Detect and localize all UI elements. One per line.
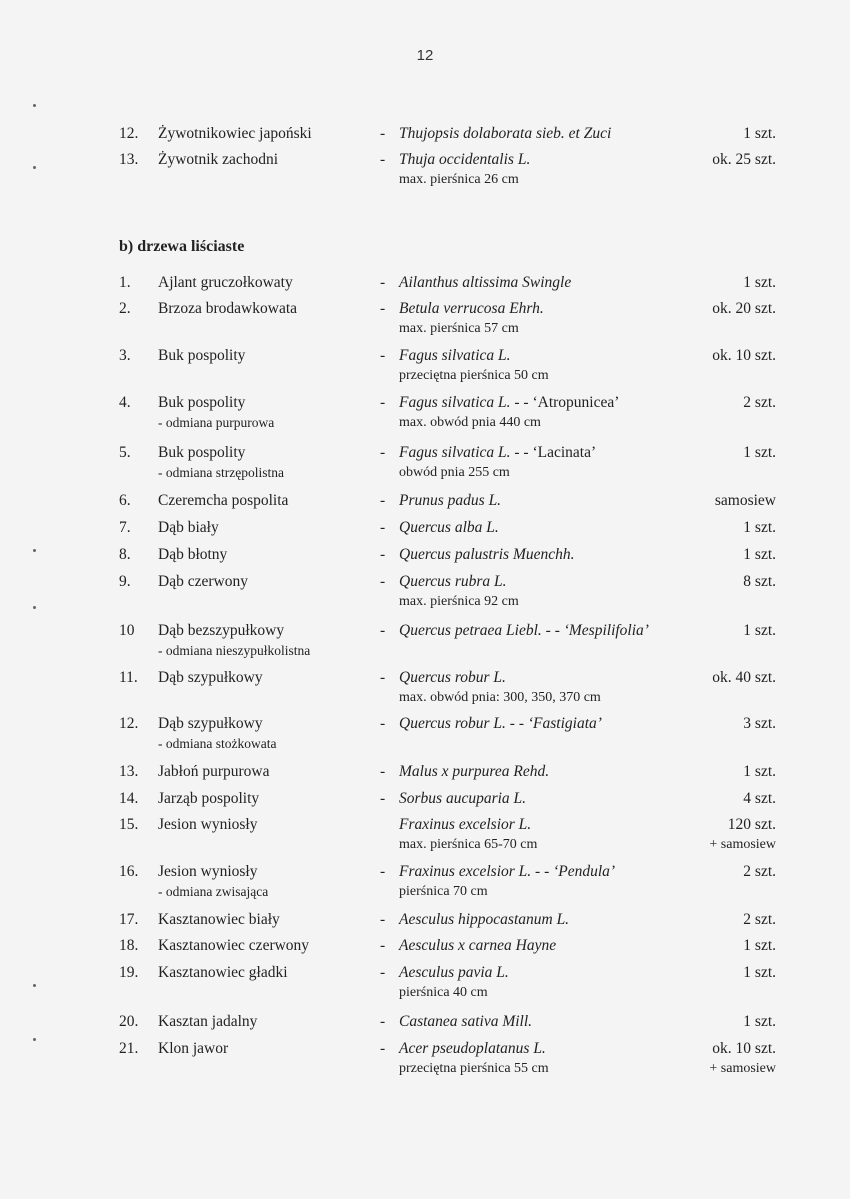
count-extra: + samosiew xyxy=(709,837,776,852)
latin-name-cell xyxy=(399,762,719,782)
latin-line xyxy=(399,572,719,592)
measurement-note: max. pierśnica 57 cm xyxy=(399,321,519,336)
polish-name: Buk pospolity xyxy=(158,394,246,411)
polish-name-cell xyxy=(158,1012,373,1032)
latin-line xyxy=(399,491,719,511)
count-cell xyxy=(743,273,776,293)
measurement-note: obwód pnia 255 cm xyxy=(399,465,510,480)
count-cell xyxy=(743,124,776,144)
latin-name: Thujopsis dolaborata sieb. et Zuci xyxy=(399,125,612,142)
scan-speck xyxy=(33,1038,36,1041)
latin-line xyxy=(399,762,719,782)
count-cell xyxy=(709,815,776,855)
cultivar-name: ‘Atropunicea’ xyxy=(528,394,620,411)
measurement-note: max. obwód pnia 440 cm xyxy=(399,415,541,430)
polish-name-cell xyxy=(158,273,373,293)
latin-name-cell xyxy=(399,815,719,855)
latin-line xyxy=(399,862,719,882)
separator-dash: - xyxy=(380,937,386,954)
polish-name-cell xyxy=(158,150,373,170)
separator-dash: - xyxy=(380,546,386,563)
polish-name: Buk pospolity xyxy=(158,347,246,364)
measurement-note: przeciętna pierśnica 55 cm xyxy=(399,1061,549,1076)
count-cell xyxy=(743,762,776,782)
count-cell xyxy=(743,443,776,463)
latin-name-cell xyxy=(399,621,719,641)
count-cell xyxy=(715,491,776,511)
separator-dash: - xyxy=(380,151,386,168)
row-number: 14. xyxy=(119,790,139,807)
polish-name-cell xyxy=(158,491,373,511)
measurement-note: max. pierśnica 92 cm xyxy=(399,594,519,609)
count-cell xyxy=(712,346,776,366)
count-cell xyxy=(743,714,776,734)
count-cell xyxy=(743,789,776,809)
polish-name-cell xyxy=(158,545,373,565)
latin-line xyxy=(399,545,719,565)
count: ok. 10 szt. xyxy=(712,347,776,364)
separator-dash: - xyxy=(380,964,386,981)
polish-name-cell xyxy=(158,668,373,688)
count: 2 szt. xyxy=(743,394,776,411)
row-number: 3. xyxy=(119,347,131,364)
row-number: 2. xyxy=(119,300,131,317)
latin-name-cell xyxy=(399,518,719,538)
separator-dash: - xyxy=(380,300,386,317)
polish-name-cell xyxy=(158,299,373,319)
polish-name: Buk pospolity xyxy=(158,444,246,461)
latin-name: Quercus robur L. xyxy=(399,669,506,686)
latin-name: Fagus silvatica L. - - xyxy=(399,394,529,411)
count-cell xyxy=(712,668,776,688)
latin-name: Quercus petraea Liebl. - - ‘Mespilifolia’ xyxy=(399,622,649,639)
count-cell xyxy=(743,963,776,983)
count: 1 szt. xyxy=(743,546,776,563)
polish-name-cell xyxy=(158,762,373,782)
latin-name-cell xyxy=(399,910,719,930)
latin-name-cell xyxy=(399,862,719,902)
row-number: 17. xyxy=(119,911,139,928)
latin-line xyxy=(399,621,719,641)
polish-name-cell xyxy=(158,815,373,835)
row-number: 6. xyxy=(119,492,131,509)
scan-speck xyxy=(33,166,36,169)
polish-name-cell xyxy=(158,936,373,956)
count: 2 szt. xyxy=(743,863,776,880)
count-cell xyxy=(709,1039,776,1079)
count-cell xyxy=(743,518,776,538)
latin-line xyxy=(399,789,719,809)
row-number: 20. xyxy=(119,1013,139,1030)
latin-name: Prunus padus L. xyxy=(399,492,502,509)
row-number: 15. xyxy=(119,816,139,833)
polish-name: Dąb biały xyxy=(158,519,219,536)
measurement-note: max. obwód pnia: 300, 350, 370 cm xyxy=(399,690,601,705)
latin-name: Malus x purpurea Rehd. xyxy=(399,763,550,780)
count-cell xyxy=(743,1012,776,1032)
polish-name-cell xyxy=(158,518,373,538)
scan-speck xyxy=(33,549,36,552)
polish-name: Dąb bezszypułkowy xyxy=(158,622,285,639)
count: ok. 20 szt. xyxy=(712,300,776,317)
separator-dash: - xyxy=(380,715,386,732)
polish-name-cell xyxy=(158,963,373,983)
row-number: 18. xyxy=(119,937,139,954)
separator-dash: - xyxy=(380,125,386,142)
count-cell xyxy=(743,910,776,930)
count: 4 szt. xyxy=(743,790,776,807)
polish-name: Jesion wyniosły xyxy=(158,863,258,880)
polish-name: Klon jawor xyxy=(158,1040,229,1057)
variety-description: - odmiana zwisająca xyxy=(158,884,269,899)
measurement-note: przeciętna pierśnica 50 cm xyxy=(399,368,549,383)
latin-name: Ailanthus altissima Swingle xyxy=(399,274,572,291)
count: ok. 10 szt. xyxy=(712,1040,776,1057)
variety-description: - odmiana stożkowata xyxy=(158,736,277,751)
row-number: 16. xyxy=(119,863,139,880)
polish-name: Kasztan jadalny xyxy=(158,1013,258,1030)
latin-name-cell xyxy=(399,443,719,483)
latin-line xyxy=(399,346,719,366)
latin-name-cell xyxy=(399,1039,719,1079)
count-cell xyxy=(743,936,776,956)
polish-name: Dąb błotny xyxy=(158,546,228,563)
polish-name-cell xyxy=(158,862,373,902)
count: 1 szt. xyxy=(743,519,776,536)
row-number: 10 xyxy=(119,622,135,639)
variety-description: - odmiana strzępolistna xyxy=(158,465,284,480)
count: 1 szt. xyxy=(743,444,776,461)
polish-name-cell xyxy=(158,1039,373,1059)
count-cell xyxy=(712,299,776,319)
count: 1 szt. xyxy=(743,1013,776,1030)
row-number: 12. xyxy=(119,125,139,142)
polish-name-cell xyxy=(158,572,373,592)
polish-name: Jabłoń purpurowa xyxy=(158,763,270,780)
count: 3 szt. xyxy=(743,715,776,732)
variety-description: - odmiana purpurowa xyxy=(158,415,275,430)
polish-name-cell xyxy=(158,789,373,809)
latin-name: Fraxinus excelsior L. xyxy=(399,816,532,833)
latin-name-cell xyxy=(399,273,719,293)
row-number: 7. xyxy=(119,519,131,536)
latin-name-cell xyxy=(399,491,719,511)
latin-name-cell xyxy=(399,346,719,386)
latin-name: Betula verrucosa Ehrh. xyxy=(399,300,544,317)
separator-dash: - xyxy=(380,863,386,880)
separator-dash: - xyxy=(380,790,386,807)
latin-line xyxy=(399,273,719,293)
row-number: 1. xyxy=(119,274,131,291)
measurement-note: pierśnica 70 cm xyxy=(399,884,488,899)
latin-name: Fagus silvatica L. xyxy=(399,347,511,364)
separator-dash: - xyxy=(380,669,386,686)
latin-name: Acer pseudoplatanus L. xyxy=(399,1040,546,1057)
latin-name: Fagus silvatica L. - - xyxy=(399,444,529,461)
latin-name: Castanea sativa Mill. xyxy=(399,1013,533,1030)
count: samosiew xyxy=(714,492,776,509)
polish-name: Kasztanowiec czerwony xyxy=(158,937,310,954)
latin-line xyxy=(399,815,719,835)
latin-name-cell xyxy=(399,963,719,1003)
count: 120 szt. xyxy=(727,816,776,833)
count-extra: + samosiew xyxy=(709,1061,776,1076)
separator-dash: - xyxy=(380,763,386,780)
measurement-note: max. pierśnica 26 cm xyxy=(399,172,519,187)
latin-name-cell xyxy=(399,1012,719,1032)
polish-name-cell xyxy=(158,346,373,366)
count-cell xyxy=(743,621,776,641)
latin-name: Quercus robur L. - - ‘Fastigiata’ xyxy=(399,715,602,732)
polish-name-cell xyxy=(158,124,373,144)
polish-name: Czeremcha pospolita xyxy=(158,492,289,509)
polish-name-cell xyxy=(158,443,373,483)
latin-name-cell xyxy=(399,572,719,612)
latin-line xyxy=(399,714,719,734)
polish-name-cell xyxy=(158,910,373,930)
separator-dash: - xyxy=(380,911,386,928)
polish-name-cell xyxy=(158,393,373,433)
polish-name: Żywotnikowiec japoński xyxy=(158,125,312,142)
count: 8 szt. xyxy=(743,573,776,590)
scan-speck xyxy=(33,984,36,987)
separator-dash: - xyxy=(380,1013,386,1030)
polish-name: Żywotnik zachodni xyxy=(158,151,279,168)
separator-dash: - xyxy=(380,394,386,411)
row-number: 13. xyxy=(119,151,139,168)
latin-name-cell xyxy=(399,789,719,809)
latin-name-cell xyxy=(399,150,719,190)
count: 1 szt. xyxy=(743,937,776,954)
count: ok. 25 szt. xyxy=(712,151,776,168)
latin-name: Sorbus aucuparia L. xyxy=(399,790,527,807)
section-heading-deciduous: b) drzewa liściaste xyxy=(119,238,245,255)
count: 1 szt. xyxy=(743,125,776,142)
row-number: 13. xyxy=(119,763,139,780)
latin-line xyxy=(399,393,719,413)
separator-dash: - xyxy=(380,622,386,639)
count: 1 szt. xyxy=(743,964,776,981)
measurement-note: max. pierśnica 65-70 cm xyxy=(399,837,538,852)
latin-name: Thuja occidentalis L. xyxy=(399,151,531,168)
count-cell xyxy=(743,545,776,565)
latin-name-cell xyxy=(399,714,719,734)
latin-name: Fraxinus excelsior L. - - ‘Pendula’ xyxy=(399,863,616,880)
polish-name: Brzoza brodawkowata xyxy=(158,300,298,317)
latin-line xyxy=(399,443,719,463)
separator-dash: - xyxy=(380,444,386,461)
count-cell xyxy=(743,572,776,592)
latin-line xyxy=(399,963,719,983)
latin-line xyxy=(399,1012,719,1032)
polish-name: Jarząb pospolity xyxy=(158,790,260,807)
latin-line xyxy=(399,150,719,170)
latin-line xyxy=(399,668,719,688)
latin-name-cell xyxy=(399,124,719,144)
polish-name: Dąb szypułkowy xyxy=(158,669,263,686)
polish-name: Dąb czerwony xyxy=(158,573,248,590)
row-number: 5. xyxy=(119,444,131,461)
latin-name-cell xyxy=(399,936,719,956)
latin-name-cell xyxy=(399,393,719,433)
latin-name: Aesculus x carnea Hayne xyxy=(399,937,557,954)
row-number: 19. xyxy=(119,964,139,981)
latin-name-cell xyxy=(399,668,719,708)
row-number: 21. xyxy=(119,1040,139,1057)
polish-name: Dąb szypułkowy xyxy=(158,715,263,732)
count: 1 szt. xyxy=(743,274,776,291)
count-cell xyxy=(712,150,776,170)
row-number: 9. xyxy=(119,573,131,590)
separator-dash: - xyxy=(380,519,386,536)
polish-name-cell xyxy=(158,621,373,661)
row-number: 11. xyxy=(119,669,138,686)
polish-name: Kasztanowiec gładki xyxy=(158,964,288,981)
count: ok. 40 szt. xyxy=(712,669,776,686)
latin-line xyxy=(399,124,719,144)
latin-line xyxy=(399,1039,719,1059)
latin-line xyxy=(399,299,719,319)
measurement-note: pierśnica 40 cm xyxy=(399,985,488,1000)
latin-name-cell xyxy=(399,299,719,339)
scan-speck xyxy=(33,606,36,609)
count: 2 szt. xyxy=(743,911,776,928)
latin-name: Quercus rubra L. xyxy=(399,573,507,590)
row-number: 12. xyxy=(119,715,139,732)
latin-name: Aesculus pavia L. xyxy=(399,964,509,981)
separator-dash: - xyxy=(380,573,386,590)
polish-name: Ajlant gruczołkowaty xyxy=(158,274,293,291)
polish-name: Jesion wyniosły xyxy=(158,816,258,833)
row-number: 8. xyxy=(119,546,131,563)
latin-name: Aesculus hippocastanum L. xyxy=(399,911,570,928)
count: 1 szt. xyxy=(743,763,776,780)
latin-name: Quercus alba L. xyxy=(399,519,499,536)
page-number: 12 xyxy=(416,47,434,64)
separator-dash: - xyxy=(380,492,386,509)
latin-line xyxy=(399,910,719,930)
latin-name-cell xyxy=(399,545,719,565)
scan-speck xyxy=(33,104,36,107)
latin-line xyxy=(399,518,719,538)
separator-dash: - xyxy=(380,274,386,291)
separator-dash: - xyxy=(380,347,386,364)
row-number: 4. xyxy=(119,394,131,411)
latin-line xyxy=(399,936,719,956)
variety-description: - odmiana nieszypułkolistna xyxy=(158,643,311,658)
polish-name: Kasztanowiec biały xyxy=(158,911,280,928)
cultivar-name: ‘Lacinata’ xyxy=(528,444,597,461)
separator-dash: - xyxy=(380,1040,386,1057)
count: 1 szt. xyxy=(743,622,776,639)
count-cell xyxy=(743,862,776,882)
polish-name-cell xyxy=(158,714,373,754)
latin-name: Quercus palustris Muenchh. xyxy=(399,546,575,563)
count-cell xyxy=(743,393,776,413)
